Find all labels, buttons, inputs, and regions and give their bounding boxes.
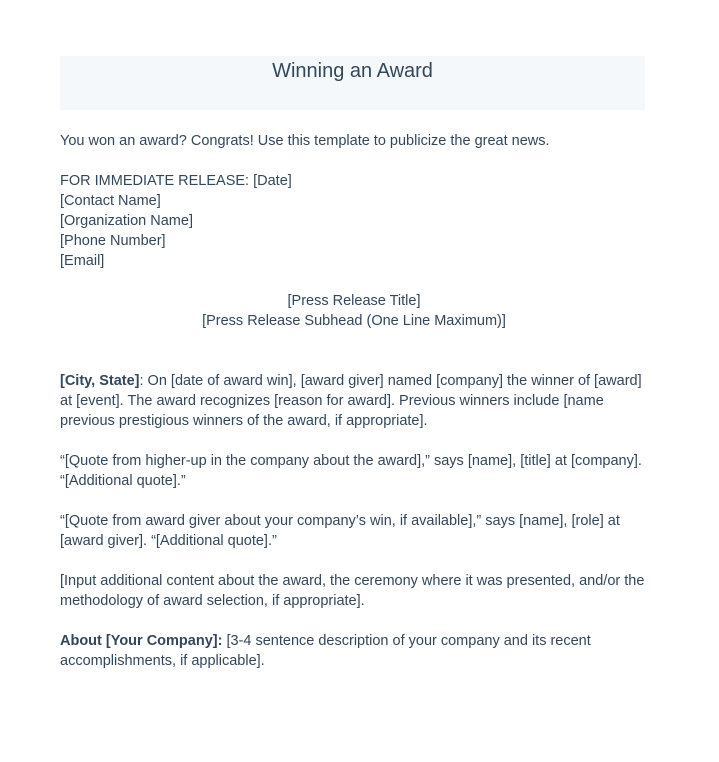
dateline-label: [City, State]	[60, 373, 140, 389]
intro-text: You won an award? Congrats! Use this template to publicize the great news.	[60, 133, 550, 149]
spacer	[60, 431, 650, 451]
about-company-paragraph	[60, 631, 650, 671]
spacer	[60, 331, 650, 371]
press-release-subhead: [Press Release Subhead (One Line Maximum)]	[202, 313, 506, 329]
contact-name-line: [Contact Name]	[60, 193, 161, 209]
phone-number-line: [Phone Number]	[60, 233, 166, 249]
spacer	[60, 551, 650, 571]
about-company-label: About [Your Company]:	[60, 633, 223, 649]
title-banner	[60, 56, 645, 110]
document-title: Winning an Award	[272, 60, 433, 82]
email-line: [Email]	[60, 253, 105, 269]
release-header-block	[60, 171, 650, 271]
spacer	[60, 491, 650, 511]
award-giver-quote-paragraph: “[Quote from award giver about your company’s win, if available],” says [name], [role] at [award giver]. “[Additional quote].”	[60, 513, 620, 549]
spacer	[60, 271, 650, 291]
organization-name-line: [Organization Name]	[60, 213, 193, 229]
dateline-text: : On [date of award win], [award giver] named [company] the winner of [award] at [event]. The award recognizes [reason for award]. Previous winners include [name previous prestigious winners of the award, if appropriate].	[60, 373, 642, 429]
press-release-title: [Press Release Title]	[287, 293, 421, 309]
release-date-line: FOR IMMEDIATE RELEASE: [Date]	[60, 173, 292, 189]
additional-content-paragraph: [Input additional content about the award, the ceremony where it was presented, and/or the methodology of award selection, if appropriate].	[60, 573, 645, 609]
document-body	[60, 131, 650, 671]
about-company-text: [3-4 sentence description of your company and its recent accomplishments, if applicable].	[60, 633, 591, 669]
spacer	[60, 611, 650, 631]
dateline-paragraph	[60, 371, 650, 431]
spacer	[60, 151, 650, 171]
company-quote-paragraph: “[Quote from higher-up in the company about the award],” says [name], [title] at [company]. “[Additional quote].”	[60, 453, 642, 489]
